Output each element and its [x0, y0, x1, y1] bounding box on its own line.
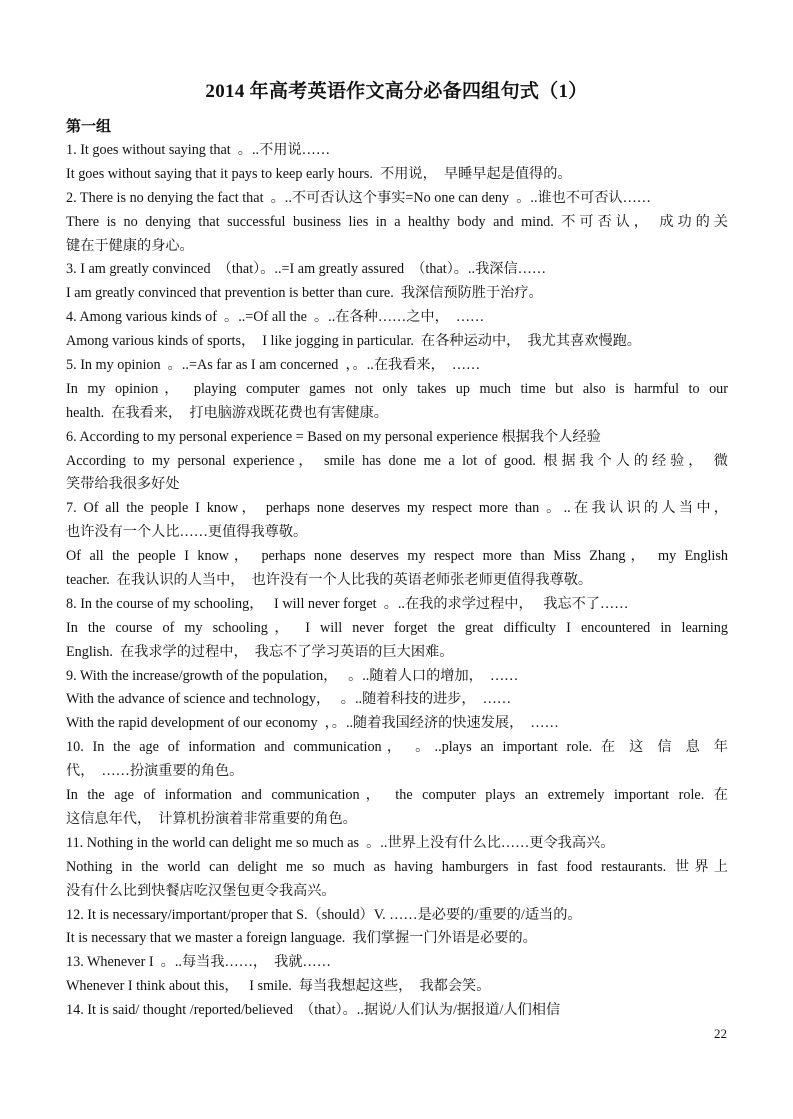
text-line: English. 在我求学的过程中， 我忘不了学习英语的巨大困难。	[66, 643, 454, 660]
text-line: 9. With the increase/growth of the population， 。..随着人口的增加， ……	[66, 667, 519, 684]
text-line: teacher. 在我认识的人当中， 也许没有一个人比我的英语老师张老师更值得我尊敬。	[66, 572, 593, 589]
text-line: 没有什么比到快餐店吃汉堡包更令我高兴。	[66, 882, 336, 899]
text-line: 5. In my opinion 。..=As far as I am concerned ，。..在我看来， ……	[66, 357, 481, 374]
text-line: In my opinion， playing computer games not only takes up much time but also is harmful to our	[66, 380, 728, 397]
text-line: 10. In the age of information and communication， 。..plays an important role. 在 这 信 息 年	[66, 739, 728, 756]
text-line: 6. According to my personal experience = Based on my personal experience 根据我个人经验	[66, 428, 601, 445]
page-number: 22	[714, 1026, 727, 1041]
text-line: 1. It goes without saying that 。..不用说……	[66, 142, 331, 158]
text-line: 12. It is necessary/important/proper that S.（should）V. ……是必要的/重要的/适当的。	[66, 906, 582, 923]
text-line: With the rapid development of our economy ，。..随着我国经济的快速发展， ……	[66, 715, 559, 732]
text-line: In the course of my schooling， I will never forget the great difficulty I encountered in learning	[66, 619, 728, 636]
section-heading: 第一组	[66, 119, 112, 135]
text-line: Among various kinds of sports， I like jogging in particular. 在各种运动中， 我尤其喜欢慢跑。	[66, 333, 641, 350]
text-line: 3. I am greatly convinced （that）。..=I am greatly assured （that）。..我深信……	[66, 261, 547, 278]
text-line: 14. It is said/ thought /reported/believed （that）。..据说/人们认为/据报道/人们相信	[66, 1002, 561, 1019]
text-line: 8. In the course of my schooling， I will never forget 。..在我的求学过程中， 我忘不了……	[66, 595, 629, 612]
text-line: Nothing in the world can delight me so much as having hamburgers in fast food restaurants. 世界上	[66, 858, 728, 875]
text-line: 也许没有一个人比……更值得我尊敬。	[66, 524, 308, 541]
text-line: Whenever I think about this， I smile. 每当我想起这些， 我都会笑。	[66, 978, 491, 995]
text-line: 笑带给我很多好处	[66, 476, 180, 493]
text-line: In the age of information and communication， the computer plays an extremely important role. 在	[66, 787, 728, 804]
text-line: 4. Among various kinds of 。..=Of all the 。..在各种……之中， ……	[66, 309, 485, 326]
text-line: I am greatly convinced that prevention is better than cure. 我深信预防胜于治疗。	[66, 285, 543, 302]
text-line: 2. There is no denying the fact that 。..不可否认这个事实=No one can deny 。..谁也不可否认……	[66, 189, 651, 206]
text-line: 代， ……扮演重要的角色。	[66, 763, 244, 780]
text-line: 7. Of all the people I know， perhaps none deserves my respect more than 。..在我认识的人当中，	[66, 500, 728, 517]
text-line: 键在于健康的身心。	[66, 237, 194, 254]
text-line: health. 在我看来， 打电脑游戏既花费也有害健康。	[66, 404, 388, 421]
text-line: 11. Nothing in the world can delight me so much as 。..世界上没有什么比……更令我高兴。	[66, 834, 615, 851]
text-line: With the advance of science and technology， 。..随着科技的进步， ……	[66, 691, 512, 708]
text-line: According to my personal experience， smile has done me a lot of good. 根据我个人的经验， 微	[66, 452, 728, 469]
text-line: 13. Whenever I 。..每当我……， 我就……	[66, 954, 331, 971]
page-title: 2014 年高考英语作文高分必备四组句式（1）	[205, 81, 588, 102]
text-line: 这信息年代， 计算机扮演着非常重要的角色。	[66, 810, 357, 827]
text-line: Of all the people I know， perhaps none deserves my respect more than Miss Zhang， my English	[66, 548, 728, 565]
text-line: It is necessary that we master a foreign language. 我们掌握一门外语是必要的。	[66, 930, 537, 947]
text-line: There is no denying that successful business lies in a healthy body and mind. 不可否认， 成功的关	[66, 213, 728, 230]
content-body	[66, 139, 728, 1023]
text-line: It goes without saying that it pays to keep early hours. 不用说， 早睡早起是值得的。	[66, 165, 572, 182]
